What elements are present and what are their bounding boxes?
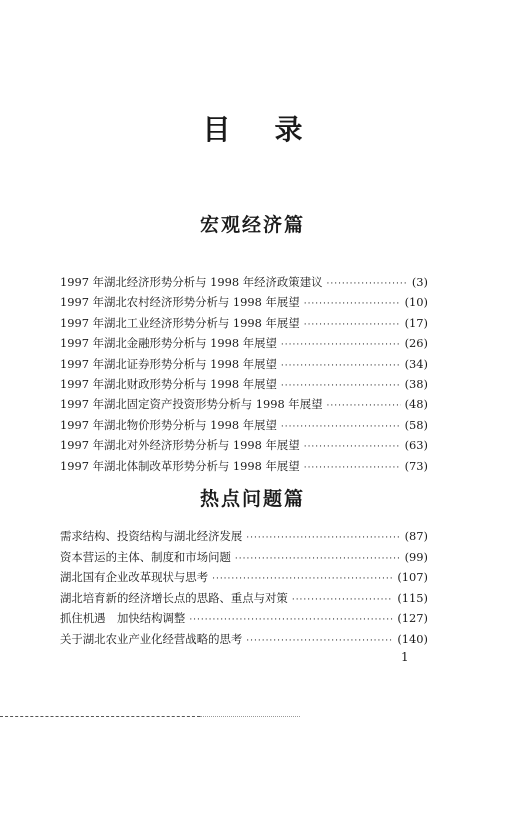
toc-entry-title: 湖北培育新的经济增长点的思路、重点与对策 — [60, 590, 288, 605]
toc-entry[interactable] — [60, 356, 428, 376]
toc-list-macro-economy — [60, 274, 428, 478]
toc-entry-title: 需求结构、投资结构与湖北经济发展 — [60, 529, 243, 543]
dot-leader — [326, 401, 400, 411]
page-number: 1 — [401, 650, 409, 664]
toc-entry-page: (140) — [397, 631, 428, 646]
dot-leader — [281, 340, 401, 350]
toc-list-hot-topics — [60, 528, 428, 652]
toc-entry-page: (87) — [404, 529, 428, 543]
dot-leader — [212, 574, 393, 584]
dot-leader — [304, 299, 401, 309]
dot-leader — [189, 615, 393, 625]
toc-entry-page: (127) — [397, 611, 428, 626]
scan-edge-divider — [0, 716, 200, 717]
toc-entry-title: 1997 年湖北证券形势分析与 1998 年展望 — [60, 356, 277, 371]
toc-entry[interactable] — [60, 458, 428, 478]
toc-entry-page: (63) — [404, 438, 428, 453]
toc-entry[interactable] — [60, 315, 428, 335]
toc-entry[interactable] — [60, 335, 428, 355]
section-heading-macro-economy: 宏观经济篇 — [199, 214, 305, 236]
dot-leader — [304, 463, 401, 473]
dot-leader — [246, 533, 400, 543]
toc-entry-page: (38) — [404, 376, 428, 391]
toc-entry-title: 关于湖北农业产业化经营战略的思考 — [60, 631, 243, 646]
toc-entry-title: 1997 年湖北农村经济形势分析与 1998 年展望 — [60, 295, 300, 310]
dot-leader — [292, 595, 394, 605]
toc-entry-title: 1997 年湖北对外经济形势分析与 1998 年展望 — [60, 438, 300, 453]
toc-entry[interactable] — [60, 396, 428, 416]
dot-leader — [281, 422, 401, 432]
toc-entry-page: (99) — [404, 549, 428, 564]
toc-entry-page: (115) — [397, 590, 428, 605]
section-heading-hot-topics: 热点问题篇 — [199, 488, 305, 510]
toc-entry[interactable] — [60, 631, 428, 652]
toc-entry-title: 1997 年湖北金融形势分析与 1998 年展望 — [60, 336, 277, 351]
dot-leader — [281, 381, 401, 391]
toc-entry-title: 1997 年湖北经济形势分析与 1998 年经济政策建议 — [60, 275, 323, 289]
dot-leader — [326, 279, 407, 289]
toc-entry[interactable] — [60, 437, 428, 457]
toc-entry-title: 资本营运的主体、制度和市场问题 — [60, 549, 231, 564]
toc-entry-page: (10) — [404, 295, 428, 310]
toc-entry[interactable] — [60, 417, 428, 437]
toc-entry-page: (48) — [404, 397, 428, 412]
toc-entry-title: 1997 年湖北物价形势分析与 1998 年展望 — [60, 417, 277, 432]
toc-entry-page: (107) — [397, 570, 428, 585]
toc-entry-title: 1997 年湖北体制改革形势分析与 1998 年展望 — [60, 458, 300, 473]
dot-leader — [235, 554, 401, 564]
toc-entry-page: (34) — [404, 356, 428, 371]
toc-entry-page: (58) — [404, 417, 428, 432]
page-title: 目录 — [202, 113, 347, 146]
toc-entry-title: 1997 年湖北固定资产投资形势分析与 1998 年展望 — [60, 397, 323, 412]
scan-edge-divider — [200, 716, 300, 717]
dot-leader — [281, 361, 401, 371]
toc-entry[interactable] — [60, 549, 428, 570]
toc-entry[interactable] — [60, 590, 428, 611]
toc-entry-page: (73) — [404, 458, 428, 473]
toc-entry-title: 1997 年湖北工业经济形势分析与 1998 年展望 — [60, 315, 300, 330]
toc-entry-page: (3) — [411, 275, 428, 289]
toc-entry-title: 湖北国有企业改革现状与思考 — [60, 570, 209, 585]
toc-entry-title: 抓住机遇 加快结构调整 — [60, 611, 186, 626]
toc-entry[interactable] — [60, 376, 428, 396]
toc-entry-page: (26) — [404, 336, 428, 351]
dot-leader — [304, 320, 401, 330]
toc-entry[interactable] — [60, 528, 428, 549]
toc-entry-title: 1997 年湖北财政形势分析与 1998 年展望 — [60, 376, 277, 391]
dot-leader — [304, 442, 401, 452]
toc-entry[interactable] — [60, 274, 428, 294]
toc-entry-page: (17) — [404, 315, 428, 330]
toc-entry[interactable] — [60, 569, 428, 590]
dot-leader — [246, 636, 393, 646]
toc-entry[interactable] — [60, 610, 428, 631]
toc-entry[interactable] — [60, 294, 428, 314]
